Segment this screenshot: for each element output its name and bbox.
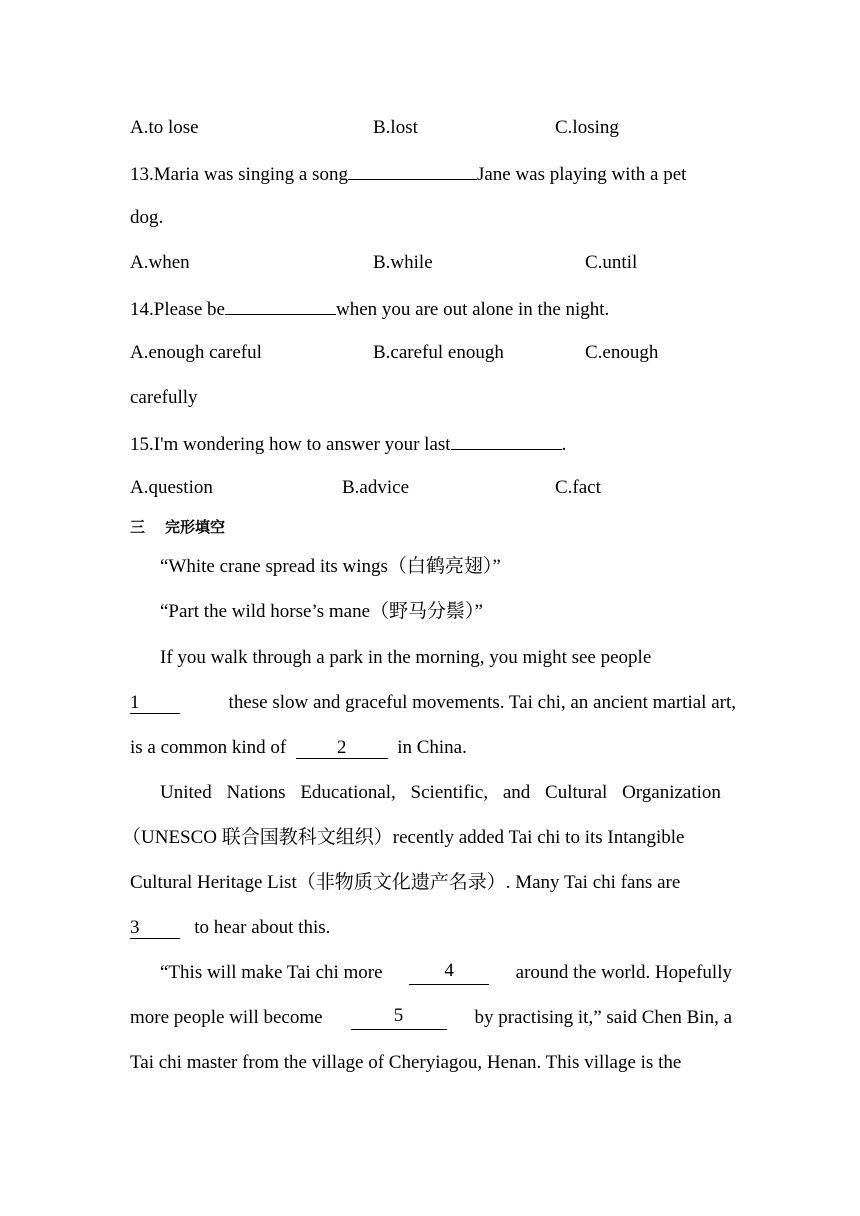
q14-blank xyxy=(225,296,336,315)
q13-before: 13.Maria was singing a song xyxy=(130,164,348,185)
passage-p3-line-2: 1 these slow and graceful movements. Tai chi, an ancient martial art, xyxy=(130,692,736,713)
passage-p3-line-1: If you walk through a park in the morning, you might see people xyxy=(160,647,652,668)
passage-p4-line-3: Cultural Heritage List（非物质文化遗产名录）. Many Tai chi fans are xyxy=(130,872,681,893)
q13-after: Jane was playing with a pet xyxy=(476,164,687,185)
q14-after: when you are out alone in the night. xyxy=(335,299,610,320)
blank-3: 3 xyxy=(130,918,180,939)
section-number: 三 xyxy=(130,518,146,536)
q13-stem-cont: dog. xyxy=(130,207,164,228)
passage-p5-line-3: Tai chi master from the village of Cheryiagou, Henan. This village is the xyxy=(130,1052,682,1073)
q12-option-c: C.losing xyxy=(555,117,619,138)
section-heading xyxy=(130,516,225,538)
q13-option-a: A.when xyxy=(130,252,190,273)
q15-stem xyxy=(130,431,566,457)
q14-option-c: C.enough xyxy=(585,342,659,363)
q13-option-b: B.while xyxy=(373,252,433,273)
passage-p5-line-2: more people will become 5 by practising it,” said Chen Bin, a xyxy=(130,1005,732,1028)
q14-before: 14.Please be xyxy=(130,299,225,320)
q15-after: . xyxy=(561,434,567,455)
q12-option-a: A.to lose xyxy=(130,117,199,138)
q13-stem xyxy=(130,161,732,187)
blank-1: 1 xyxy=(130,693,180,714)
q15-before: 15.I'm wondering how to answer your last xyxy=(130,434,451,455)
q15-option-c: C.fact xyxy=(555,477,601,498)
q14-stem xyxy=(130,296,609,322)
passage-p3-line-3: is a common kind of 2 in China. xyxy=(130,737,467,758)
q13-option-c: C.until xyxy=(585,252,638,273)
blank-2: 2 xyxy=(296,738,388,759)
q14-option-b: B.careful enough xyxy=(373,342,504,363)
q15-option-b: B.advice xyxy=(342,477,410,498)
passage-p4-line-1: United Nations Educational, Scientific, and Cultural Organization xyxy=(160,782,721,803)
passage-line-1: “White crane spread its wings（白鹤亮翅）” xyxy=(160,556,501,577)
passage-p4-line-2: （UNESCO 联合国教科文组织）recently added Tai chi to its Intangible xyxy=(122,827,685,848)
q12-option-b: B.lost xyxy=(373,117,418,138)
blank-5: 5 xyxy=(351,1006,447,1030)
q14-option-a: A.enough careful xyxy=(130,342,262,363)
q15-option-a: A.question xyxy=(130,477,213,498)
section-title: 完形填空 xyxy=(165,518,226,536)
q15-blank xyxy=(451,431,562,450)
q14-option-c-cont: carefully xyxy=(130,387,198,408)
blank-4: 4 xyxy=(409,961,489,985)
q13-blank xyxy=(348,161,477,180)
passage-p5-line-1: “This will make Tai chi more 4 around the world. Hopefully xyxy=(160,960,732,983)
passage-p4-line-4: 3 to hear about this. xyxy=(130,917,331,938)
passage-line-2: “Part the wild horse’s mane（野马分鬃）” xyxy=(160,601,483,622)
